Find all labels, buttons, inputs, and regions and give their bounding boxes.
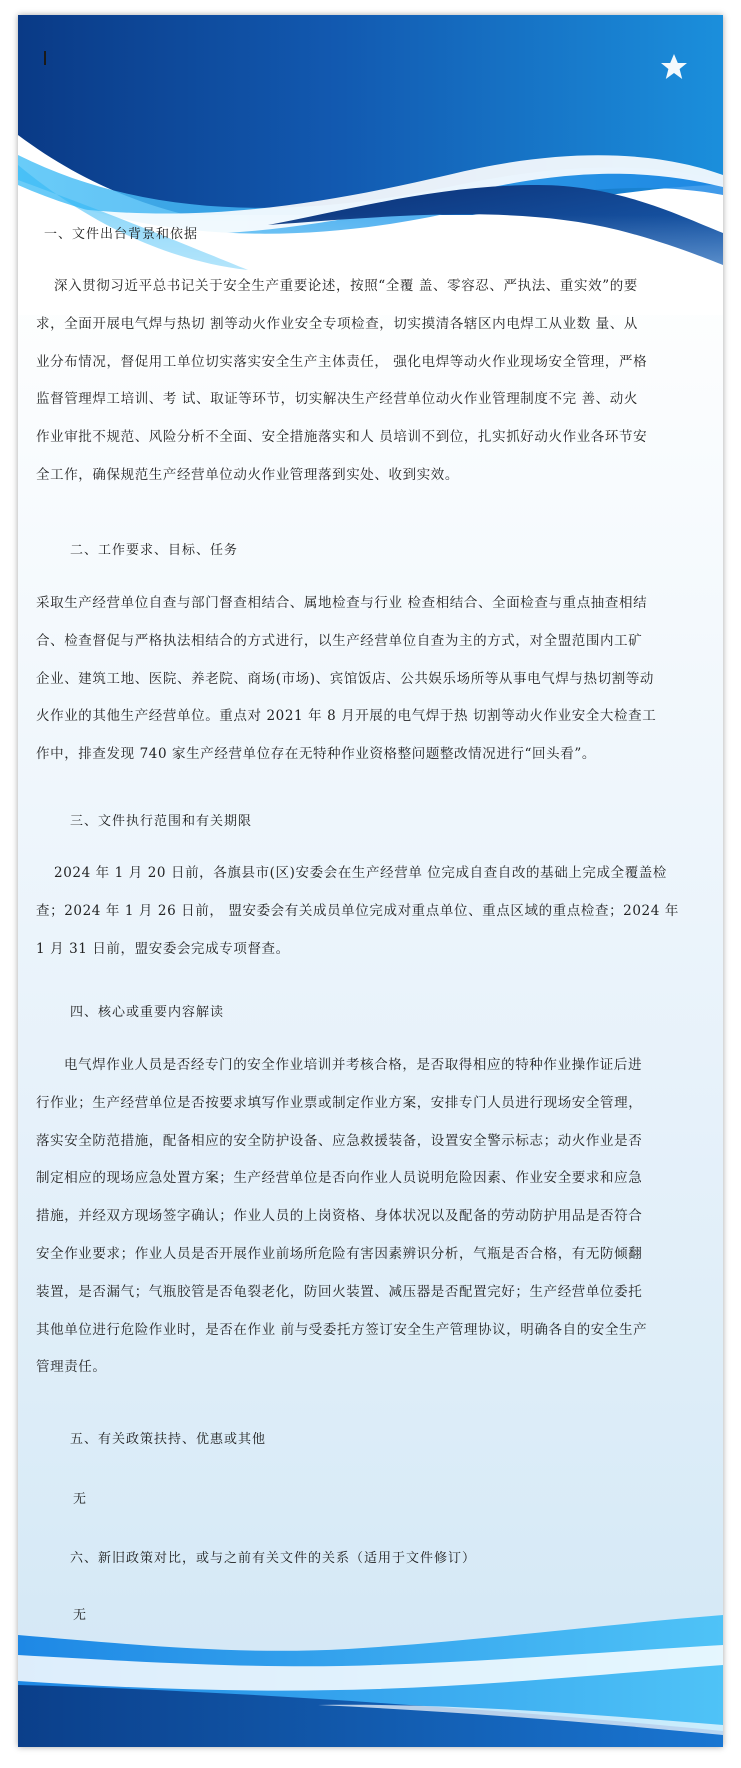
paragraph-line: 措施，并经双方现场签字确认；作业人员的上岗资格、身体状况以及配备的劳动防护用品是否符合 [36,1208,643,1225]
paragraph-line: 查；2024 年 1 月 26 日前， 盟安委会有关成员单位完成对重点单位、重点区域的重点检查；2024 年 [36,902,679,919]
paragraph-line: 作业审批不规范、风险分析不全面、安全措施落实和人 员培训不到位，扎实抓好动火作业各环节安 [36,429,648,446]
paragraph-line: 采取生产经营单位自查与部门督查相结合、属地检查与行业 检查相结合、全面检查与重点抽查相结 [36,595,648,611]
paragraph-line: 其他单位进行危险作业时，是否在作业 前与受委托方签订安全生产管理协议，明确各自的安全生产 [36,1321,648,1338]
paragraph-line: 监督管理焊工培训、考 试、取证等环节，切实解决生产经营单位动火作业管理制度不完 善、动火 [36,391,638,408]
paragraph-line: 企业、建筑工地、医院、养老院、商场(市场)、宾馆饭店、公共娱乐场所等从事电气焊与热切割等动 [36,670,655,687]
paragraph-line: 行作业；生产经营单位是否按要求填写作业票或制定作业方案，安排专门人员进行现场安全管理， [36,1094,643,1111]
paragraph-line: 安全作业要求；作业人员是否开展作业前场所危险有害因素辨识分析，气瓶是否合格，有无防倾翻 [36,1245,643,1262]
section-6-body: 无 [73,1608,87,1623]
paragraph-line: 管理责任。 [36,1359,107,1376]
section-2-paragraph [36,585,702,774]
section-5-heading: 五、有关政策扶持、优惠或其他 [70,1432,267,1447]
paragraph-line: 深入贯彻习近平总书记关于安全生产重要论述，按照“全覆 盖、零容忍、严执法、重实效”的要 [54,278,638,294]
section-1-heading: 一、文件出台背景和依据 [44,227,199,242]
paragraph-line: 合、检查督促与严格执法相结合的方式进行，以生产经营单位自查为主的方式，对全盟范围内工矿 [36,632,643,649]
section-1-paragraph [36,268,702,495]
paragraph-line: 火作业的其他生产经营单位。重点对 2021 年 8 月开展的电气焊于热 切割等动火作业安全大检查工 [36,708,657,725]
paragraph-line: 求，全面开展电气焊与热切 割等动火作业安全专项检查，切实摸清各辖区内电焊工从业数 量、从 [36,315,638,332]
section-5-body: 无 [73,1492,87,1507]
document-content [18,15,723,1747]
paragraph-line: 1 月 31 日前，盟安委会完成专项督查。 [36,940,290,957]
section-2-heading: 二、工作要求、目标、任务 [70,543,239,558]
section-4-heading: 四、核心或重要内容解读 [70,1005,225,1020]
paragraph-line: 制定相应的现场应急处置方案；生产经营单位是否向作业人员说明危险因素、作业安全要求和应急 [36,1170,643,1187]
section-3-paragraph [36,855,702,968]
paragraph-line: 电气焊作业人员是否经专门的安全作业培训并考核合格，是否取得相应的特种作业操作证后进 [64,1057,643,1073]
paragraph-line: 全工作，确保规范生产经营单位动火作业管理落到实处、收到实效。 [36,466,459,483]
paragraph-line: 装置，是否漏气；气瓶胶管是否龟裂老化，防回火装置、减压器是否配置完好；生产经营单位委托 [36,1283,643,1300]
section-6-heading: 六、新旧政策对比，或与之前有关文件的关系（适用于文件修订） [70,1551,477,1566]
paragraph-line: 作中，排查发现 740 家生产经营单位存在无特种作业资格整问题整改情况进行“回头看”。 [36,746,596,763]
paragraph-line: 落实安全防范措施，配备相应的安全防护设备、应急救援装备，设置安全警示标志；动火作业是否 [36,1132,643,1149]
paragraph-line: 业分布情况，督促用工单位切实落实安全生产主体责任， 强化电焊等动火作业现场安全管理，严格 [36,353,648,370]
paragraph-line: 2024 年 1 月 20 日前，各旗县市(区)安委会在生产经营单 位完成自查自改的基础上完成全覆盖检 [54,865,668,881]
section-3-heading: 三、文件执行范围和有关期限 [70,814,253,829]
document-panel [18,15,723,1747]
section-4-paragraph [36,1047,702,1387]
